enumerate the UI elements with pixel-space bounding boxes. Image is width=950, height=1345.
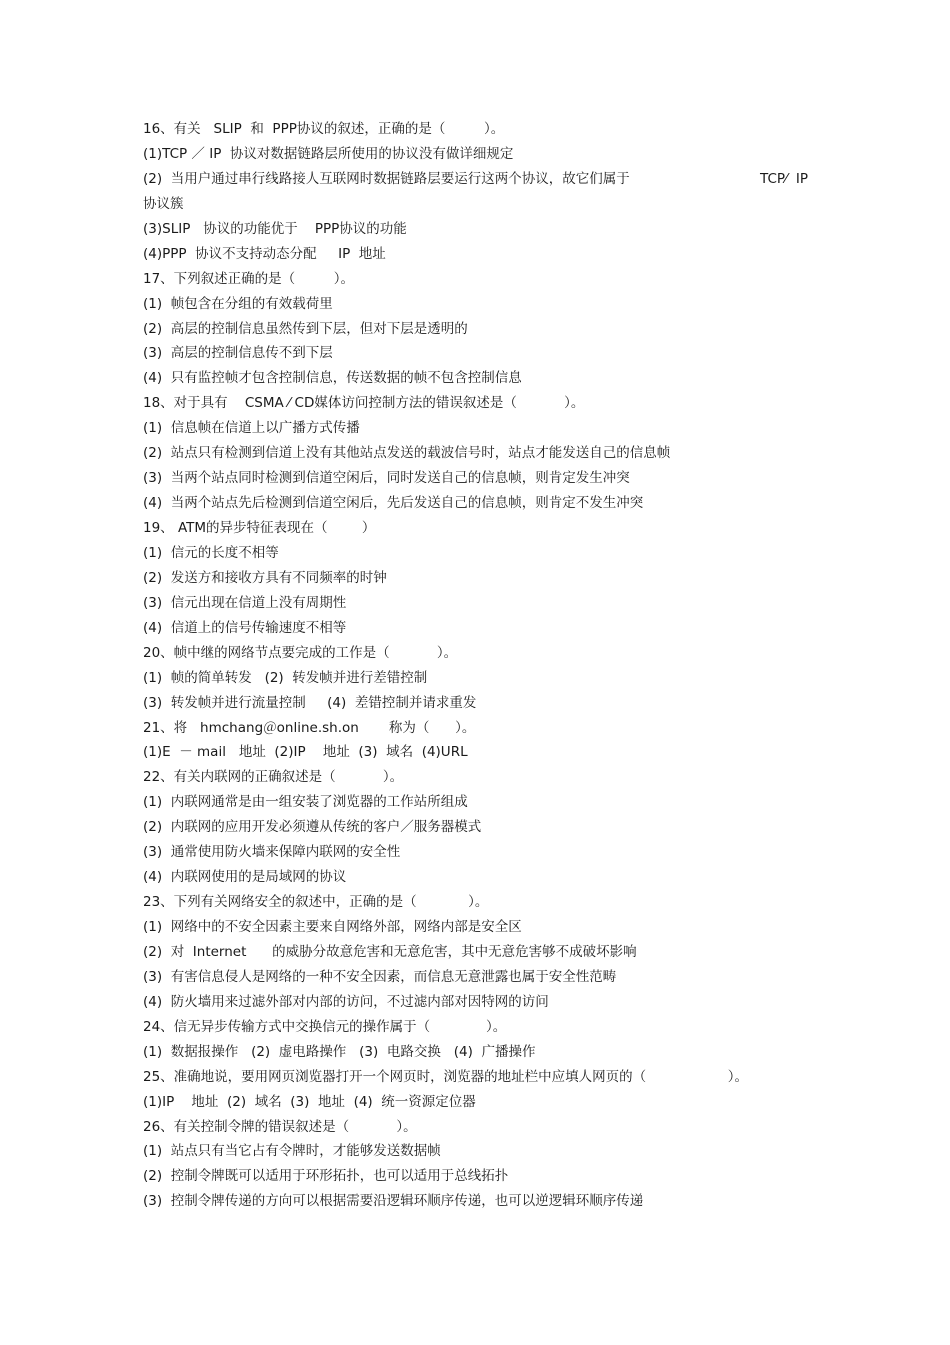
question-20-options-1-2: (1) 帧的简单转发 (2) 转发帧并进行差错控制 (143, 669, 428, 686)
question-16-option-2-text: (2) 当用户通过串行线路接人互联网时数据链路层要运行这两个协议，故它们属于 (143, 170, 630, 187)
question-16-option-2 (143, 167, 808, 192)
question-16-stem: 16、有关 SLIP 和 PPP协议的叙述，正确的是（ ）。 (143, 121, 505, 137)
question-18-option-1: (1) 信息帧在信道上以广播方式传播 (143, 420, 360, 437)
question-26-option-3: (3) 控制令牌传递的方向可以根据需要沿逻辑环顺序传递，也可以逆逻辑环顺序传递 (143, 1193, 644, 1210)
question-26-option-1: (1) 站点只有当它占有令牌时，才能够发送数据帧 (143, 1143, 441, 1160)
question-18-option-2: (2) 站点只有检测到信道上没有其他站点发送的载波信号时，站点才能发送自己的信息帧 (143, 445, 671, 462)
question-19-option-4: (4) 信道上的信号传输速度不相等 (143, 619, 347, 636)
question-22-option-2: (2) 内联网的应用开发必须遵从传统的客户／服务器模式 (143, 819, 482, 836)
question-22-stem: 22、有关内联网的正确叙述是（ ）。 (143, 769, 404, 786)
question-22-option-1: (1) 内联网通常是由一组安装了浏览器的工作站所组成 (143, 794, 468, 811)
question-21-options: (1)E － mail 地址 (2)IP 地址 (3) 域名 (4)URL (143, 744, 468, 761)
question-22-option-4: (4) 内联网使用的是局域网的协议 (143, 869, 347, 886)
question-25-options: (1)IP 地址 (2) 域名 (3) 地址 (4) 统一资源定位器 (143, 1093, 476, 1110)
question-23-option-4: (4) 防火墙用来过滤外部对内部的访问，不过滤内部对因特网的访问 (143, 993, 549, 1010)
question-18-stem: 18、对于具有 CSMA ⁄ CD媒体访问控制方法的错误叙述是（ ）。 (143, 395, 585, 412)
question-16-option-4: (4)PPP 协议不支持动态分配 IP 地址 (143, 245, 386, 262)
question-17-option-3: (3) 高层的控制信息传不到下层 (143, 345, 333, 362)
question-23-option-2: (2) 对 Internet 的威胁分故意危害和无意危害，其中无意危害够不成破坏影响 (143, 943, 637, 960)
question-26-stem: 26、有关控制令牌的错误叙述是（ ）。 (143, 1118, 417, 1135)
question-19-option-2: (2) 发送方和接收方具有不同频率的时钟 (143, 569, 387, 586)
question-19-option-3: (3) 信元出现在信道上没有周期性 (143, 594, 347, 611)
question-16-option-2-continued: 协议簇 (143, 195, 184, 212)
question-21-stem: 21、将 hmchang＠online.sh.on 称为（ ）。 (143, 719, 476, 736)
question-18-option-3: (3) 当两个站点同时检测到信道空闲后，同时发送自己的信息帧，则肯定发生冲突 (143, 470, 630, 487)
question-17-option-1: (1) 帧包含在分组的有效载荷里 (143, 295, 333, 312)
question-18-option-4: (4) 当两个站点先后检测到信道空闲后，先后发送自己的信息帧，则肯定不发生冲突 (143, 495, 644, 512)
question-17-stem: 17、下列叙述正确的是（ ）。 (143, 270, 355, 287)
question-19-option-1: (1) 信元的长度不相等 (143, 544, 279, 561)
question-23-option-1: (1) 网络中的不安全因素主要来自网络外部，网络内部是安全区 (143, 919, 522, 935)
question-17-option-4: (4) 只有监控帧才包含控制信息，传送数据的帧不包含控制信息 (143, 370, 522, 387)
question-26-option-2: (2) 控制令牌既可以适用于环形拓扑，也可以适用于总线拓扑 (143, 1168, 509, 1185)
question-17-option-2: (2) 高层的控制信息虽然传到下层，但对下层是透明的 (143, 320, 468, 337)
question-text-block (143, 117, 808, 1214)
question-24-options: (1) 数据报操作 (2) 虚电路操作 (3) 电路交换 (4) 广播操作 (143, 1043, 536, 1060)
question-16-option-3: (3)SLIP 协议的功能优于 PPP协议的功能 (143, 220, 407, 237)
question-20-options-3-4: (3) 转发帧并进行流量控制 (4) 差错控制并请求重发 (143, 694, 477, 711)
question-25-stem: 25、准确地说，要用网页浏览器打开一个网页时，浏览器的地址栏中应填人网页的（ ）。 (143, 1068, 748, 1085)
question-23-option-3: (3) 有害信息侵人是网络的一种不安全因素，而信息无意泄露也属于安全性范畴 (143, 968, 617, 985)
question-22-option-3: (3) 通常使用防火墙来保障内联网的安全性 (143, 844, 401, 861)
question-16-option-2-tail: TCP⁄ IP (760, 170, 808, 187)
question-20-stem: 20、帧中继的网络节点要完成的工作是（ ）。 (143, 644, 458, 661)
question-19-stem: 19、 ATM的异步特征表现在（ ） (143, 520, 376, 536)
question-23-stem: 23、下列有关网络安全的叙述中，正确的是（ ）。 (143, 894, 489, 911)
question-16-option-1: (1)TCP ／ IP 协议对数据链路层所使用的协议没有做详细规定 (143, 145, 514, 162)
question-24-stem: 24、信无异步传输方式中交换信元的操作属于（ ）。 (143, 1018, 507, 1035)
